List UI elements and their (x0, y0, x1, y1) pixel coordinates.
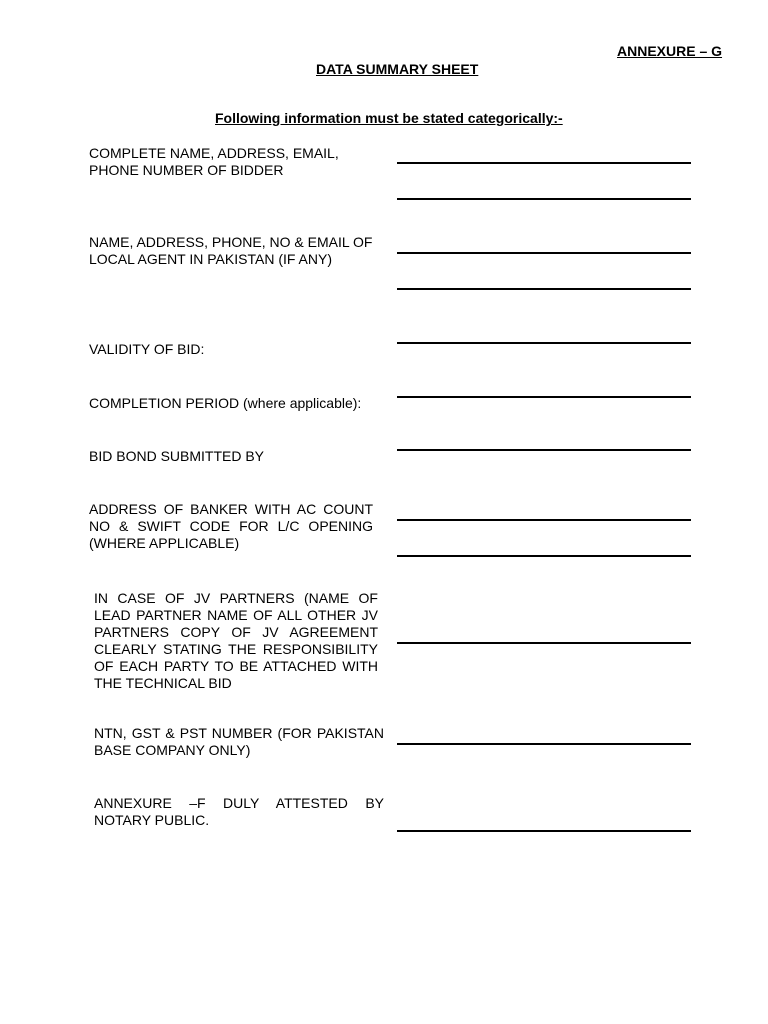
answer-line-jv[interactable] (397, 642, 691, 644)
answer-line-bid-bond[interactable] (397, 449, 691, 451)
field-label-tax-numbers: NTN, GST & PST NUMBER (FOR PAKISTAN BASE COMPANY ONLY) (94, 725, 384, 758)
answer-line-bidder-1[interactable] (397, 162, 691, 164)
answer-line-agent-2[interactable] (397, 288, 691, 290)
page-subtitle: Following information must be stated categorically:- (215, 110, 563, 126)
answer-line-validity[interactable] (397, 342, 691, 344)
field-label-banker: ADDRESS OF BANKER WITH AC COUNT NO & SWIFT CODE FOR L/C OPENING (WHERE APPLICABLE) (89, 501, 373, 551)
answer-line-banker-1[interactable] (397, 519, 691, 521)
answer-line-banker-2[interactable] (397, 555, 691, 557)
field-label-completion-period: COMPLETION PERIOD (where applicable): (89, 395, 362, 411)
answer-line-tax[interactable] (397, 743, 691, 745)
field-label-local-agent: NAME, ADDRESS, PHONE, NO & EMAIL OF LOCAL AGENT IN PAKISTAN (IF ANY) (89, 234, 373, 267)
field-label-annexure-f: ANNEXURE –F DULY ATTESTED BY NOTARY PUBLIC. (94, 795, 384, 828)
annexure-label: ANNEXURE – G (617, 43, 723, 59)
field-label-jv-partners: IN CASE OF JV PARTNERS (NAME OF LEAD PARTNER NAME OF ALL OTHER JV PARTNERS COPY OF JV AGREEMENT CLEARLY STATING THE RESPONSIBILITY OF EACH PARTY TO BE ATTACHED WITH THE TECHNICAL BID (94, 590, 378, 691)
page-title: DATA SUMMARY SHEET (316, 61, 479, 77)
answer-line-bidder-2[interactable] (397, 198, 691, 200)
field-label-bid-bond: BID BOND SUBMITTED BY (89, 448, 265, 464)
field-label-bidder-details: COMPLETE NAME, ADDRESS, EMAIL, PHONE NUMBER OF BIDDER (89, 145, 339, 178)
answer-line-agent-1[interactable] (397, 252, 691, 254)
answer-line-annexure-f[interactable] (397, 830, 691, 832)
field-label-bid-validity: VALIDITY OF BID: (89, 341, 205, 357)
answer-line-completion[interactable] (397, 396, 691, 398)
